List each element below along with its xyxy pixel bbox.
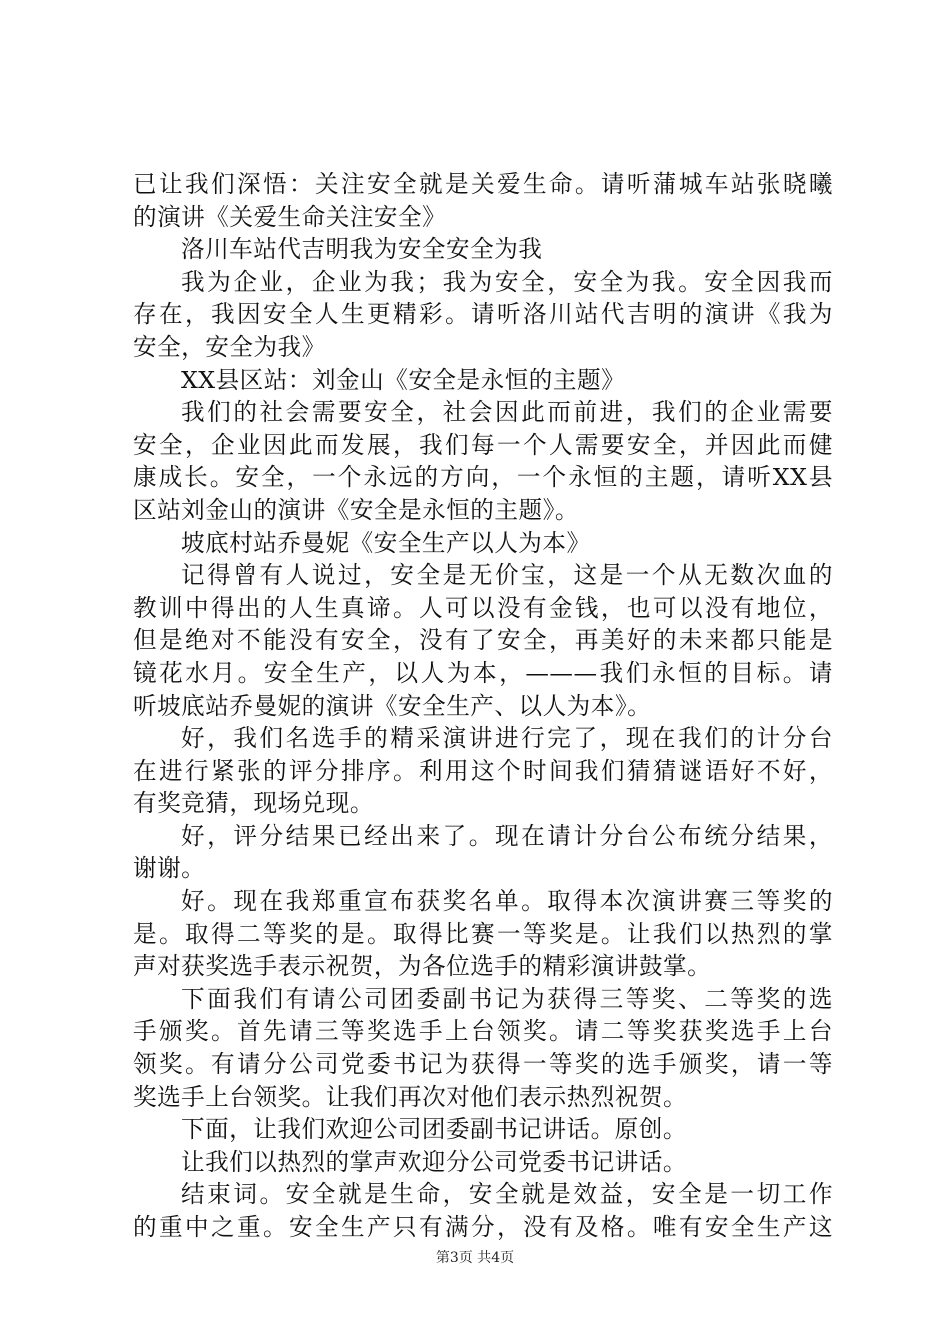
text-line: 区站刘金山的演讲《安全是永恒的主题》。 xyxy=(133,495,579,524)
text-line: 声对获奖选手表示祝贺，为各位选手的精彩演讲鼓掌。 xyxy=(133,952,712,981)
text-line: 让我们以热烈的掌声欢迎分公司党委书记讲话。 xyxy=(181,1147,687,1176)
text-line: 坡底村站乔曼妮《安全生产以人为本》 xyxy=(181,528,591,557)
text-line: 在进行紧张的评分排序。利用这个时间我们猜猜谜语好不好， xyxy=(133,756,833,785)
text-line: 听坡底站乔曼妮的演讲《安全生产、以人为本》。 xyxy=(133,691,652,720)
text-line: 我为企业，企业为我；我为安全，安全为我。安全因我而 xyxy=(181,267,833,296)
text-line: 有奖竞猜，现场兑现。 xyxy=(133,789,374,818)
text-line: 下面，让我们欢迎公司团委副书记讲话。原创。 xyxy=(181,1115,687,1144)
document-body xyxy=(133,168,833,1244)
text-line: 康成长。安全，一个永远的方向，一个永恒的主题，请听XX县 xyxy=(133,463,833,492)
text-line: 好，我们名选手的精采演讲进行完了，现在我们的计分台 xyxy=(181,724,833,753)
text-line: 存在，我因安全人生更精彩。请听洛川站代吉明的演讲《我为 xyxy=(133,300,833,329)
text-line: 是。取得二等奖的是。取得比赛一等奖是。让我们以热烈的掌 xyxy=(133,919,833,948)
text-line: 的重中之重。安全生产只有满分，没有及格。唯有安全生产这 xyxy=(133,1213,833,1241)
text-line: 手颁奖。首先请三等奖选手上台领奖。请二等奖获奖选手上台 xyxy=(133,1017,833,1046)
text-line: 已让我们深悟：关注安全就是关爱生命。请听蒲城车站张晓曦 xyxy=(133,170,833,198)
text-line: 奖选手上台领奖。让我们再次对他们表示热烈祝贺。 xyxy=(133,1082,688,1111)
text-line: 谢谢。 xyxy=(133,854,206,883)
text-line: 领奖。有请分公司党委书记为获得一等奖的选手颁奖，请一等 xyxy=(133,1050,833,1079)
text-line: 安全，企业因此而发展，我们每一个人需要安全，并因此而健 xyxy=(133,430,833,459)
page-footer: 第3页 共4页 xyxy=(435,1250,515,1266)
text-line: 记得曾有人说过，安全是无价宝，这是一个从无数次血的 xyxy=(181,561,833,590)
text-line: 我们的社会需要安全，社会因此而前进，我们的企业需要 xyxy=(181,398,833,427)
text-line: 教训中得出的人生真谛。人可以没有金钱，也可以没有地位， xyxy=(133,593,833,622)
text-line: 的演讲《关爱生命关注安全》 xyxy=(133,202,447,231)
text-line: 洛川车站代吉明我为安全安全为我 xyxy=(181,235,543,264)
text-line: 结束词。安全就是生命，安全就是效益，安全是一切工作 xyxy=(181,1180,833,1209)
text-line: 下面我们有请公司团委副书记为获得三等奖、二等奖的选 xyxy=(181,984,833,1013)
text-line: 好。现在我郑重宣布获奖名单。取得本次演讲赛三等奖的 xyxy=(181,887,833,916)
text-line: 镜花水月。安全生产，以人为本，———我们永恒的目标。请 xyxy=(133,658,833,687)
text-line: 安全，安全为我》 xyxy=(133,332,326,361)
text-line: XX县区站：刘金山《安全是永恒的主题》 xyxy=(181,365,626,394)
text-line: 但是绝对不能没有安全，没有了安全，再美好的未来都只能是 xyxy=(133,626,833,655)
text-line: 好，评分结果已经出来了。现在请计分台公布统分结果， xyxy=(181,821,833,850)
